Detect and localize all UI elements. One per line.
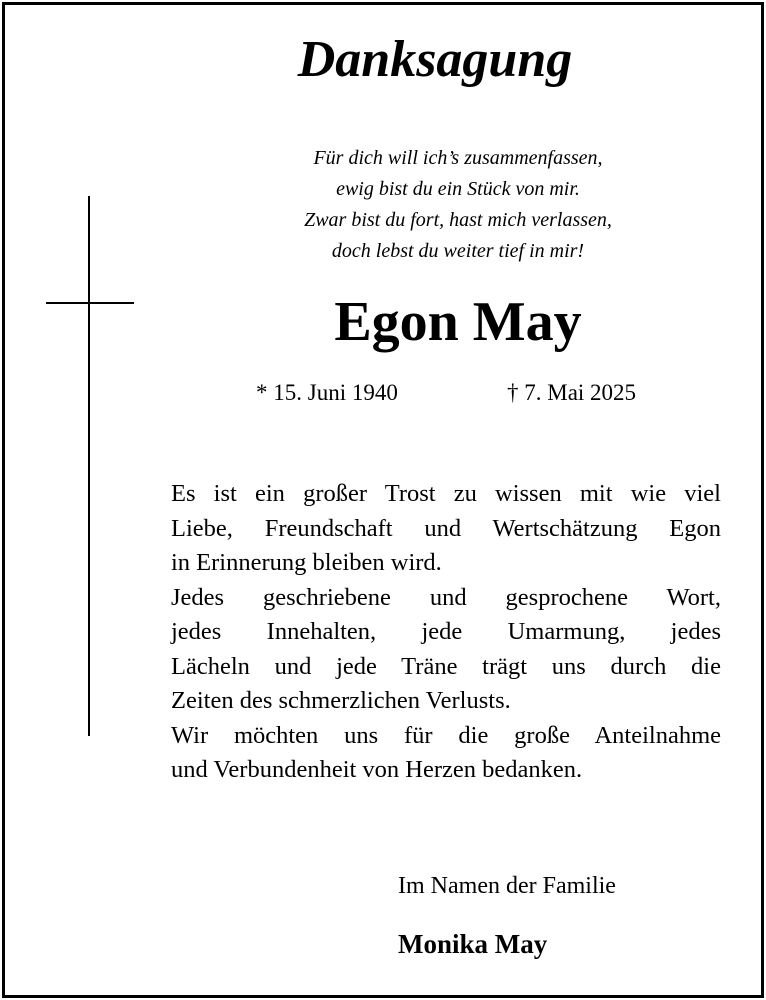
message-line: in Erinnerung bleiben wird. — [171, 549, 442, 576]
cross-horizontal-bar — [46, 302, 134, 304]
deceased-name: Egon May — [334, 291, 582, 353]
family-line: Im Namen der Familie — [398, 873, 616, 899]
message-text — [171, 477, 721, 788]
poem-line: Für dich will ich’s zusammenfassen, — [313, 147, 603, 169]
poem-line: ewig bist du ein Stück von mir. — [336, 178, 580, 200]
poem-line: doch lebst du weiter tief in mir! — [331, 240, 585, 262]
message-line: Liebe, Freundschaft und Wertschätzung Egon — [171, 514, 721, 542]
message-line: jedes Innehalten, jede Umarmung, jedes — [171, 618, 721, 645]
cross-vertical-bar — [88, 196, 90, 736]
death-date: † 7. Mai 2025 — [507, 380, 637, 405]
message-line: Es ist ein großer Trost zu wissen mit wie viel — [171, 480, 721, 507]
signer-name: Monika May — [398, 929, 548, 959]
message-line: Lächeln und jede Träne trägt uns durch die — [171, 652, 721, 680]
birth-date: * 15. Juni 1940 — [256, 380, 398, 405]
poem-line: Zwar bist du fort, hast mich verlassen, — [304, 209, 612, 231]
message-line: Wir möchten uns für die große Anteilnahme — [171, 721, 721, 749]
notice-title: Danksagung — [297, 31, 573, 88]
message-line: und Verbundenheit von Herzen bedanken. — [171, 756, 583, 783]
poem — [150, 143, 766, 267]
message-line: Jedes geschriebene und gesprochene Wort, — [171, 583, 721, 611]
cross-icon — [46, 196, 134, 736]
message-line: Zeiten des schmerzlichen Verlusts. — [171, 687, 511, 714]
